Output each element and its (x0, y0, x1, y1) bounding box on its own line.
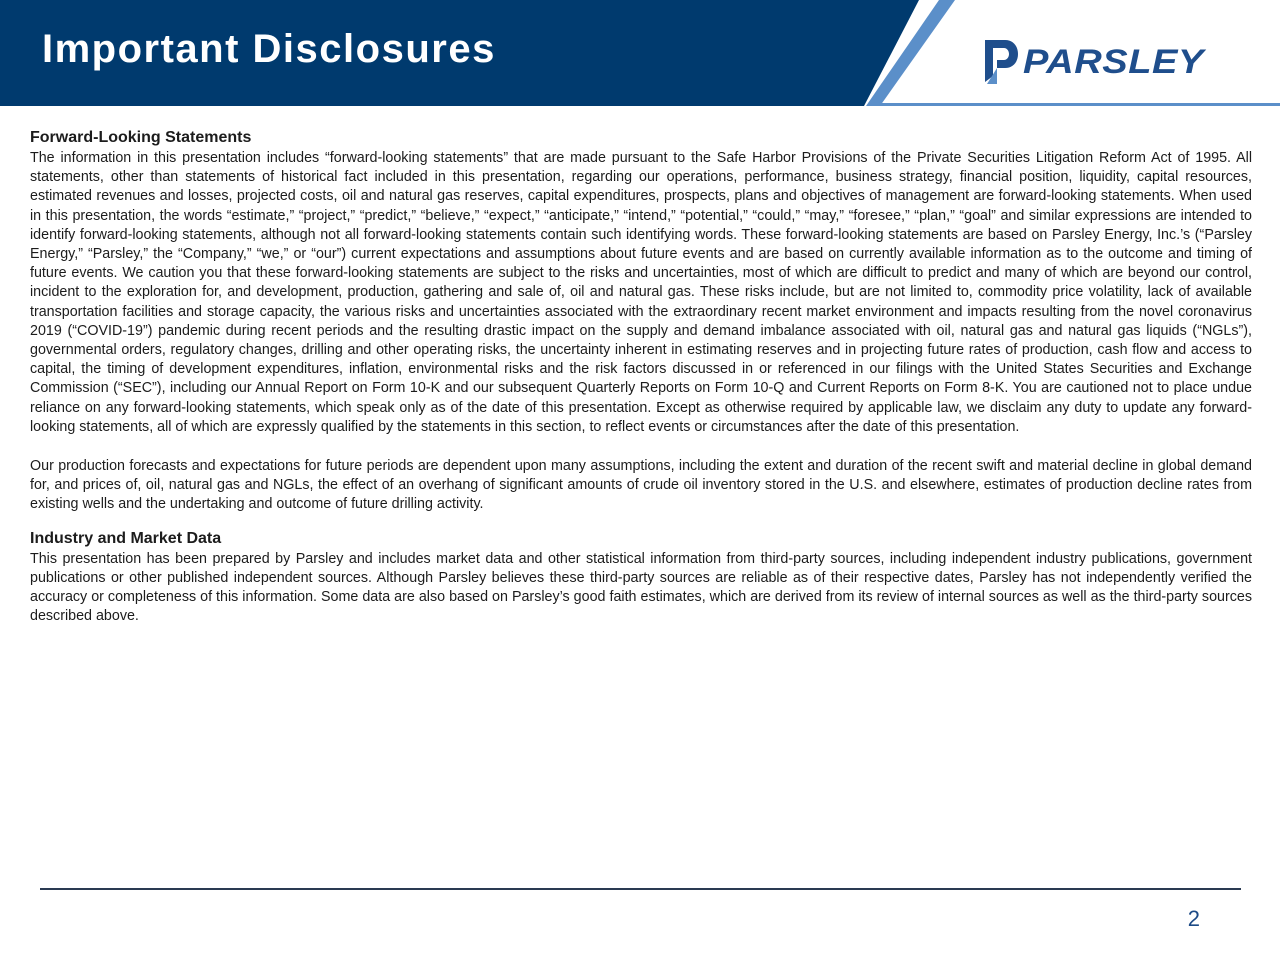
forward-looking-paragraph-2: Our production forecasts and expectations for future periods are dependent upon many assumptions, including the extent and duration of the recent swift and material decline in global demand for, and prices of, oil, natural gas and NGLs, the effect of an overhang of significant amounts of crude oil inventory stored in the U.S. and elsewhere, estimates of production decline rates from existing wells and the undertaking and outcome of future drilling activity. (30, 458, 1252, 513)
page-number: 2 (1187, 906, 1200, 931)
logo-wordmark: PARSLEY (1023, 43, 1204, 81)
slide-title: Important Disclosures (42, 27, 496, 71)
parsley-logo (983, 38, 1243, 88)
header-band (0, 0, 1280, 106)
paragraph-spacer (30, 437, 1252, 457)
industry-data-paragraph-1: This presentation has been prepared by Parsley and includes market data and other statistical information from third-party sources, including independent industry publications, government publications or other published independent sources. Although Parsley believes these third-party sources are reliable as of their respective dates, Parsley has not independently verified the accuracy or completeness of this information. Some data are also based on Parsley’s good faith estimates, which are derived from its review of internal sources as well as the third-party sources described above. (30, 550, 1252, 625)
disclosure-content (30, 128, 1252, 626)
parsley-p-mark-icon (983, 38, 1019, 88)
header-underline (880, 103, 1280, 106)
industry-data-heading: Industry and Market Data (30, 529, 222, 547)
forward-looking-paragraph-1: The information in this presentation includes “forward-looking statements” that are made pursuant to the Safe Harbor Provisions of the Private Securities Litigation Reform Act of 1995. All statements, other than statements of historical fact included in this presentation, regarding our operations, performance, business strategy, financial position, liquidity, capital resources, estimated revenues and losses, projected costs, oil and natural gas reserves, capital expenditures, prospects, plans and objectives of management are forward-looking statements. When used in this presentation, the words “estimate,” “project,” “predict,” “believe,” “expect,” “anticipate,” “intend,” “potential,” “could,” “may,” “foresee,” “plan,” “goal” and similar expressions are intended to identify forward-looking statements, although not all forward-looking statements contain such identifying words. These forward-looking statements are based on Parsley Energy, Inc.’s (“Parsley Energy,” “Parsley,” the “Company,” “we,” or “our”) current expectations and assumptions about future events and are based on currently available information as to the outcome and timing of future events. We caution you that these forward-looking statements are subject to the risks and uncertainties, most of which are difficult to predict and many of which are beyond our control, incident to the exploration for, and development, production, gathering and sale of, oil and natural gas. These risks include, but are not limited to, commodity price volatility, lack of available transportation facilities and storage capacity, the various risks and uncertainties associated with the extraordinary recent market environment and impacts resulting from the novel coronavirus 2019 (“COVID-19”) pandemic during recent periods and the resulting drastic impact on the supply and demand imbalance associated with oil, natural gas and natural gas liquids (“NGLs”), governmental orders, regulatory changes, drilling and other operating risks, the uncertainty inherent in estimating reserves and in projecting future rates of production, cash flow and access to capital, the timing of development expenditures, inflation, environmental risks and the risk factors discussed in or referenced in our filings with the United States Securities and Exchange Commission (“SEC”), including our Annual Report on Form 10-K and our subsequent Quarterly Reports on Form 10-Q and Current Reports on Form 8-K. You are cautioned not to place undue reliance on any forward-looking statements, which speak only as of the date of this presentation. Except as otherwise required by applicable law, we disclaim any duty to update any forward-looking statements, all of which are expressly qualified by the statements in this section, to reflect events or circumstances after the date of this presentation. (30, 150, 1252, 435)
forward-looking-heading: Forward-Looking Statements (30, 129, 252, 146)
section-spacer (30, 515, 1252, 529)
footer-rule (40, 888, 1241, 890)
